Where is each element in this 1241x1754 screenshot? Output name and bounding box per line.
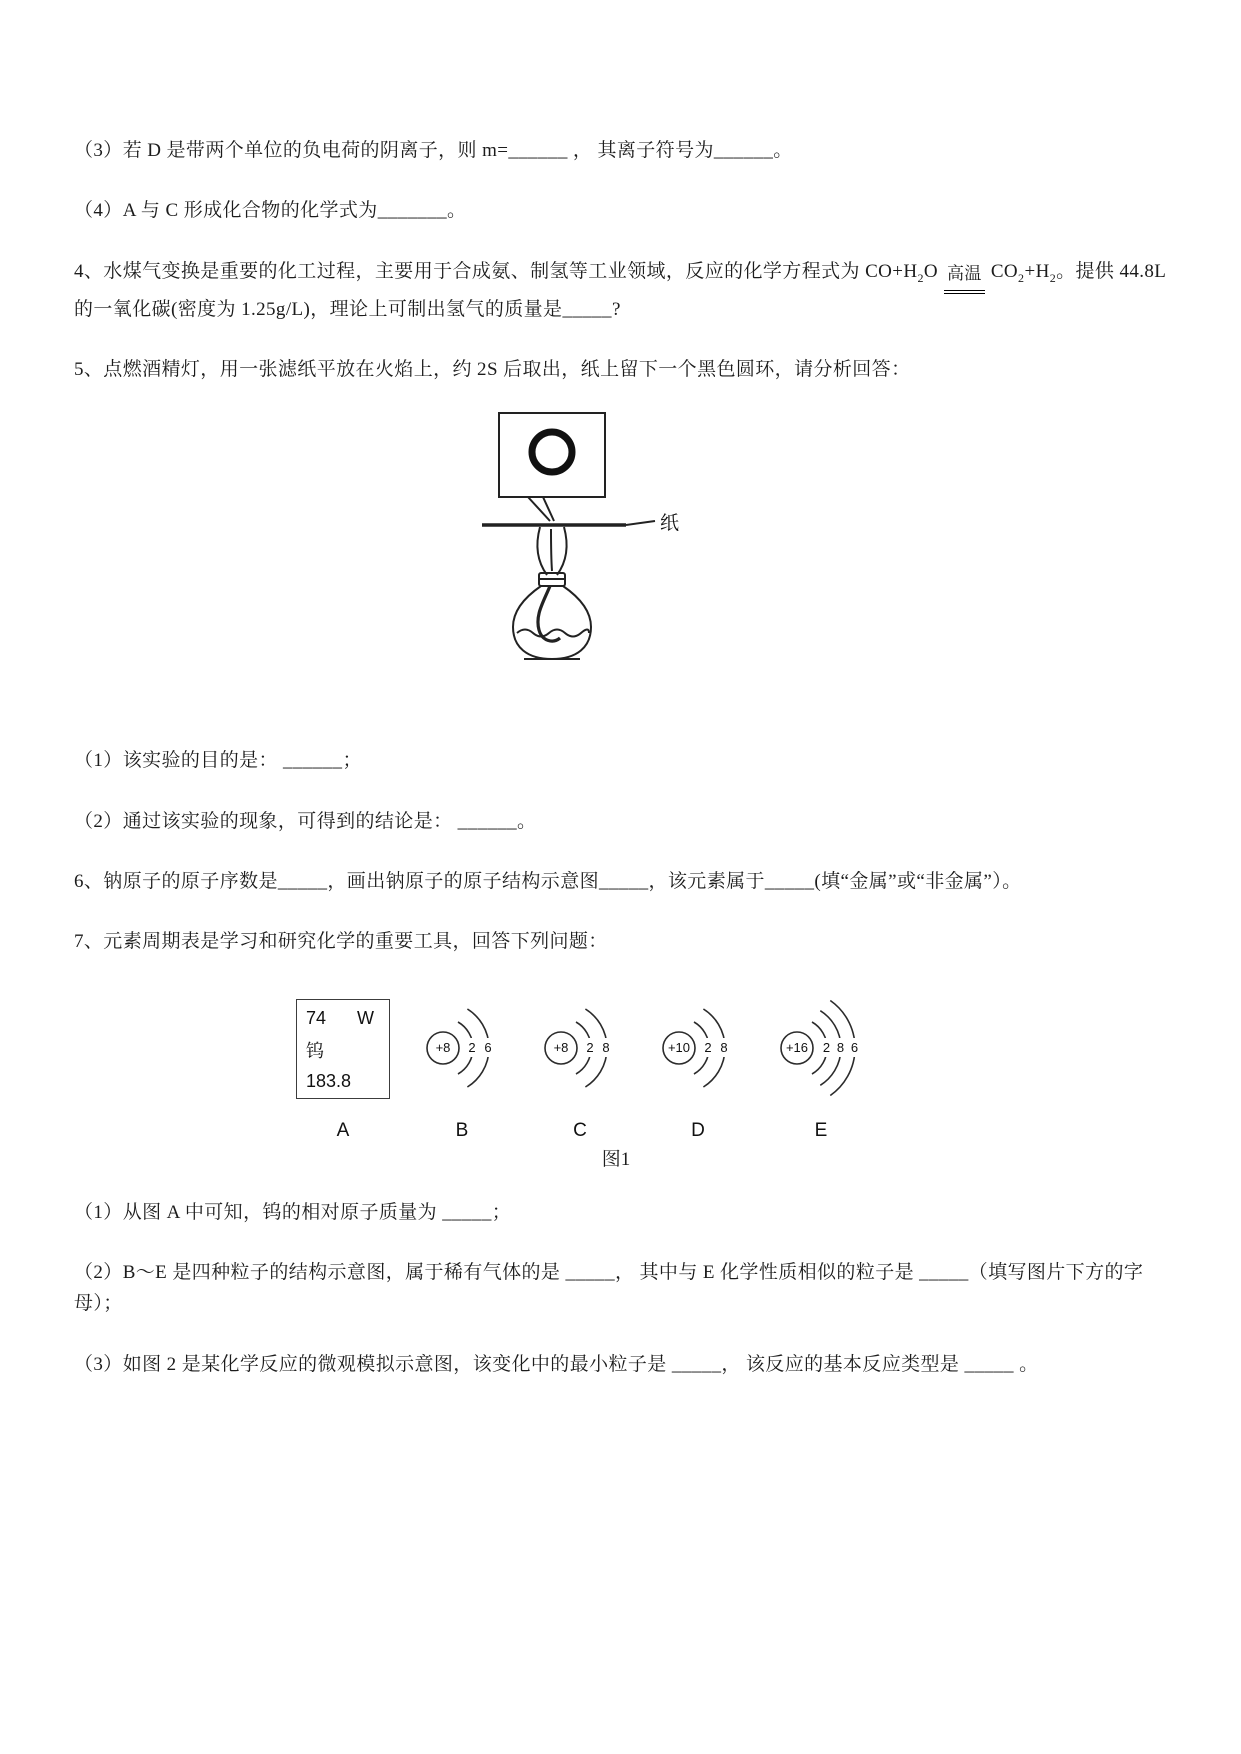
paper-leader-line xyxy=(626,521,655,525)
chem-equation xyxy=(860,260,1057,285)
particle-B-column xyxy=(416,982,508,1142)
equation-sub: 2 xyxy=(1018,270,1025,285)
figure-label-D: D xyxy=(691,1119,705,1141)
particle-D-column xyxy=(652,982,744,1142)
shell-electrons: 8 xyxy=(602,1039,610,1055)
shell-electrons: 6 xyxy=(484,1039,492,1055)
callout-box xyxy=(499,413,605,497)
figure-1-caption: 图1 xyxy=(601,1148,631,1170)
wick-in-flame xyxy=(551,529,552,571)
reaction-condition-label: 高温 xyxy=(944,260,985,294)
equation-sub: 2 xyxy=(917,270,924,285)
shell-electrons: 2 xyxy=(468,1039,476,1055)
figure-1 xyxy=(296,982,936,1171)
question-5-1: （1）该实验的目的是： ______； xyxy=(74,750,362,772)
shell-electrons: 8 xyxy=(836,1039,845,1055)
element-symbol: W xyxy=(357,1007,374,1028)
shell-electrons: 6 xyxy=(850,1039,859,1055)
nucleus-charge: +10 xyxy=(667,1039,691,1055)
particle-C-column xyxy=(534,982,626,1142)
flame-right xyxy=(557,527,567,575)
figure-1-row xyxy=(296,982,936,1142)
alcohol-surface xyxy=(517,630,589,637)
flame-left xyxy=(537,527,547,575)
paper-label: 纸 xyxy=(660,513,680,535)
lamp-body xyxy=(513,586,591,659)
atomic-mass: 183.8 xyxy=(306,1070,352,1091)
shell-electrons: 2 xyxy=(586,1039,594,1055)
particle-B-diagram xyxy=(416,988,508,1110)
element-cell-column xyxy=(296,982,390,1142)
reaction-condition xyxy=(944,258,985,294)
shell-electrons: 2 xyxy=(704,1039,712,1055)
atomic-number: 74 xyxy=(306,1007,327,1028)
particle-D-diagram xyxy=(652,988,744,1110)
figure-label-E: E xyxy=(814,1119,828,1141)
equation-lhs-o: O xyxy=(923,260,939,282)
alcohol-lamp-figure xyxy=(424,409,694,715)
question-4 xyxy=(74,256,1167,325)
alcohol-lamp-svg xyxy=(424,409,694,709)
question-4-pre: 4、水煤气变换是重要的化工过程，主要用于合成氨、制氢等工业领域，反应的化学方程式为 xyxy=(74,260,860,282)
callout-pointer xyxy=(528,497,554,521)
shell-electrons: 2 xyxy=(822,1039,831,1055)
particle-E-column xyxy=(770,982,872,1142)
question-4-post: 。提供 44.8L 的一氧化碳(密度为 1.25g/L)，理论上可制出氢气的质量是_____? xyxy=(74,260,1166,320)
equation-lhs: CO+H xyxy=(865,260,918,282)
equation-sub: 2 xyxy=(1049,270,1057,285)
question-7-3: （3）如图 2 是某化学反应的微观模拟示意图，该变化中的最小粒子是 _____， 该反应的基本反应类型是 _____ 。 xyxy=(74,1353,1039,1375)
element-name: 钨 xyxy=(306,1040,324,1061)
figure-label-A: A xyxy=(336,1119,350,1141)
equation-rhs: CO xyxy=(990,260,1019,282)
particle-C-diagram xyxy=(534,988,626,1110)
figure-label-B: B xyxy=(455,1119,469,1141)
question-6: 6、钠原子的原子序数是_____，画出钠原子的原子结构示意图_____，该元素属于_____(填“金属”或“非金属”）。 xyxy=(74,871,1022,893)
question-7-1: （1）从图 A 中可知，钨的相对原子质量为 _____； xyxy=(74,1201,512,1223)
equation-rhs-h: +H xyxy=(1024,260,1050,282)
nucleus-charge: +8 xyxy=(435,1039,451,1055)
nucleus-charge: +16 xyxy=(785,1039,809,1055)
black-ring xyxy=(532,432,572,472)
question-3-4: （4）A 与 C 形成化合物的化学式为_______。 xyxy=(74,200,467,222)
element-cell-tungsten xyxy=(296,999,390,1099)
shell-electrons: 8 xyxy=(720,1039,728,1055)
question-7: 7、元素周期表是学习和研究化学的重要工具，回答下列问题： xyxy=(74,931,608,953)
nucleus-charge: +8 xyxy=(553,1039,569,1055)
question-7-2: （2）B～E 是四种粒子的结构示意图，属于稀有气体的是 _____， 其中与 E 化学性质相似的粒子是 _____（填写图片下方的字母）； xyxy=(74,1262,1144,1315)
question-5: 5、点燃酒精灯，用一张滤纸平放在火焰上，约 2S 后取出，纸上留下一个黑色圆环，请分析回答： xyxy=(74,359,911,381)
figure-label-C: C xyxy=(573,1119,587,1141)
question-5-2: （2）通过该实验的现象，可得到的结论是： ______。 xyxy=(74,810,537,832)
question-3-3: （3）若 D 是带两个单位的负电荷的阴离子，则 m=______ ， 其离子符号为______。 xyxy=(74,140,793,161)
particle-E-diagram xyxy=(770,984,872,1114)
